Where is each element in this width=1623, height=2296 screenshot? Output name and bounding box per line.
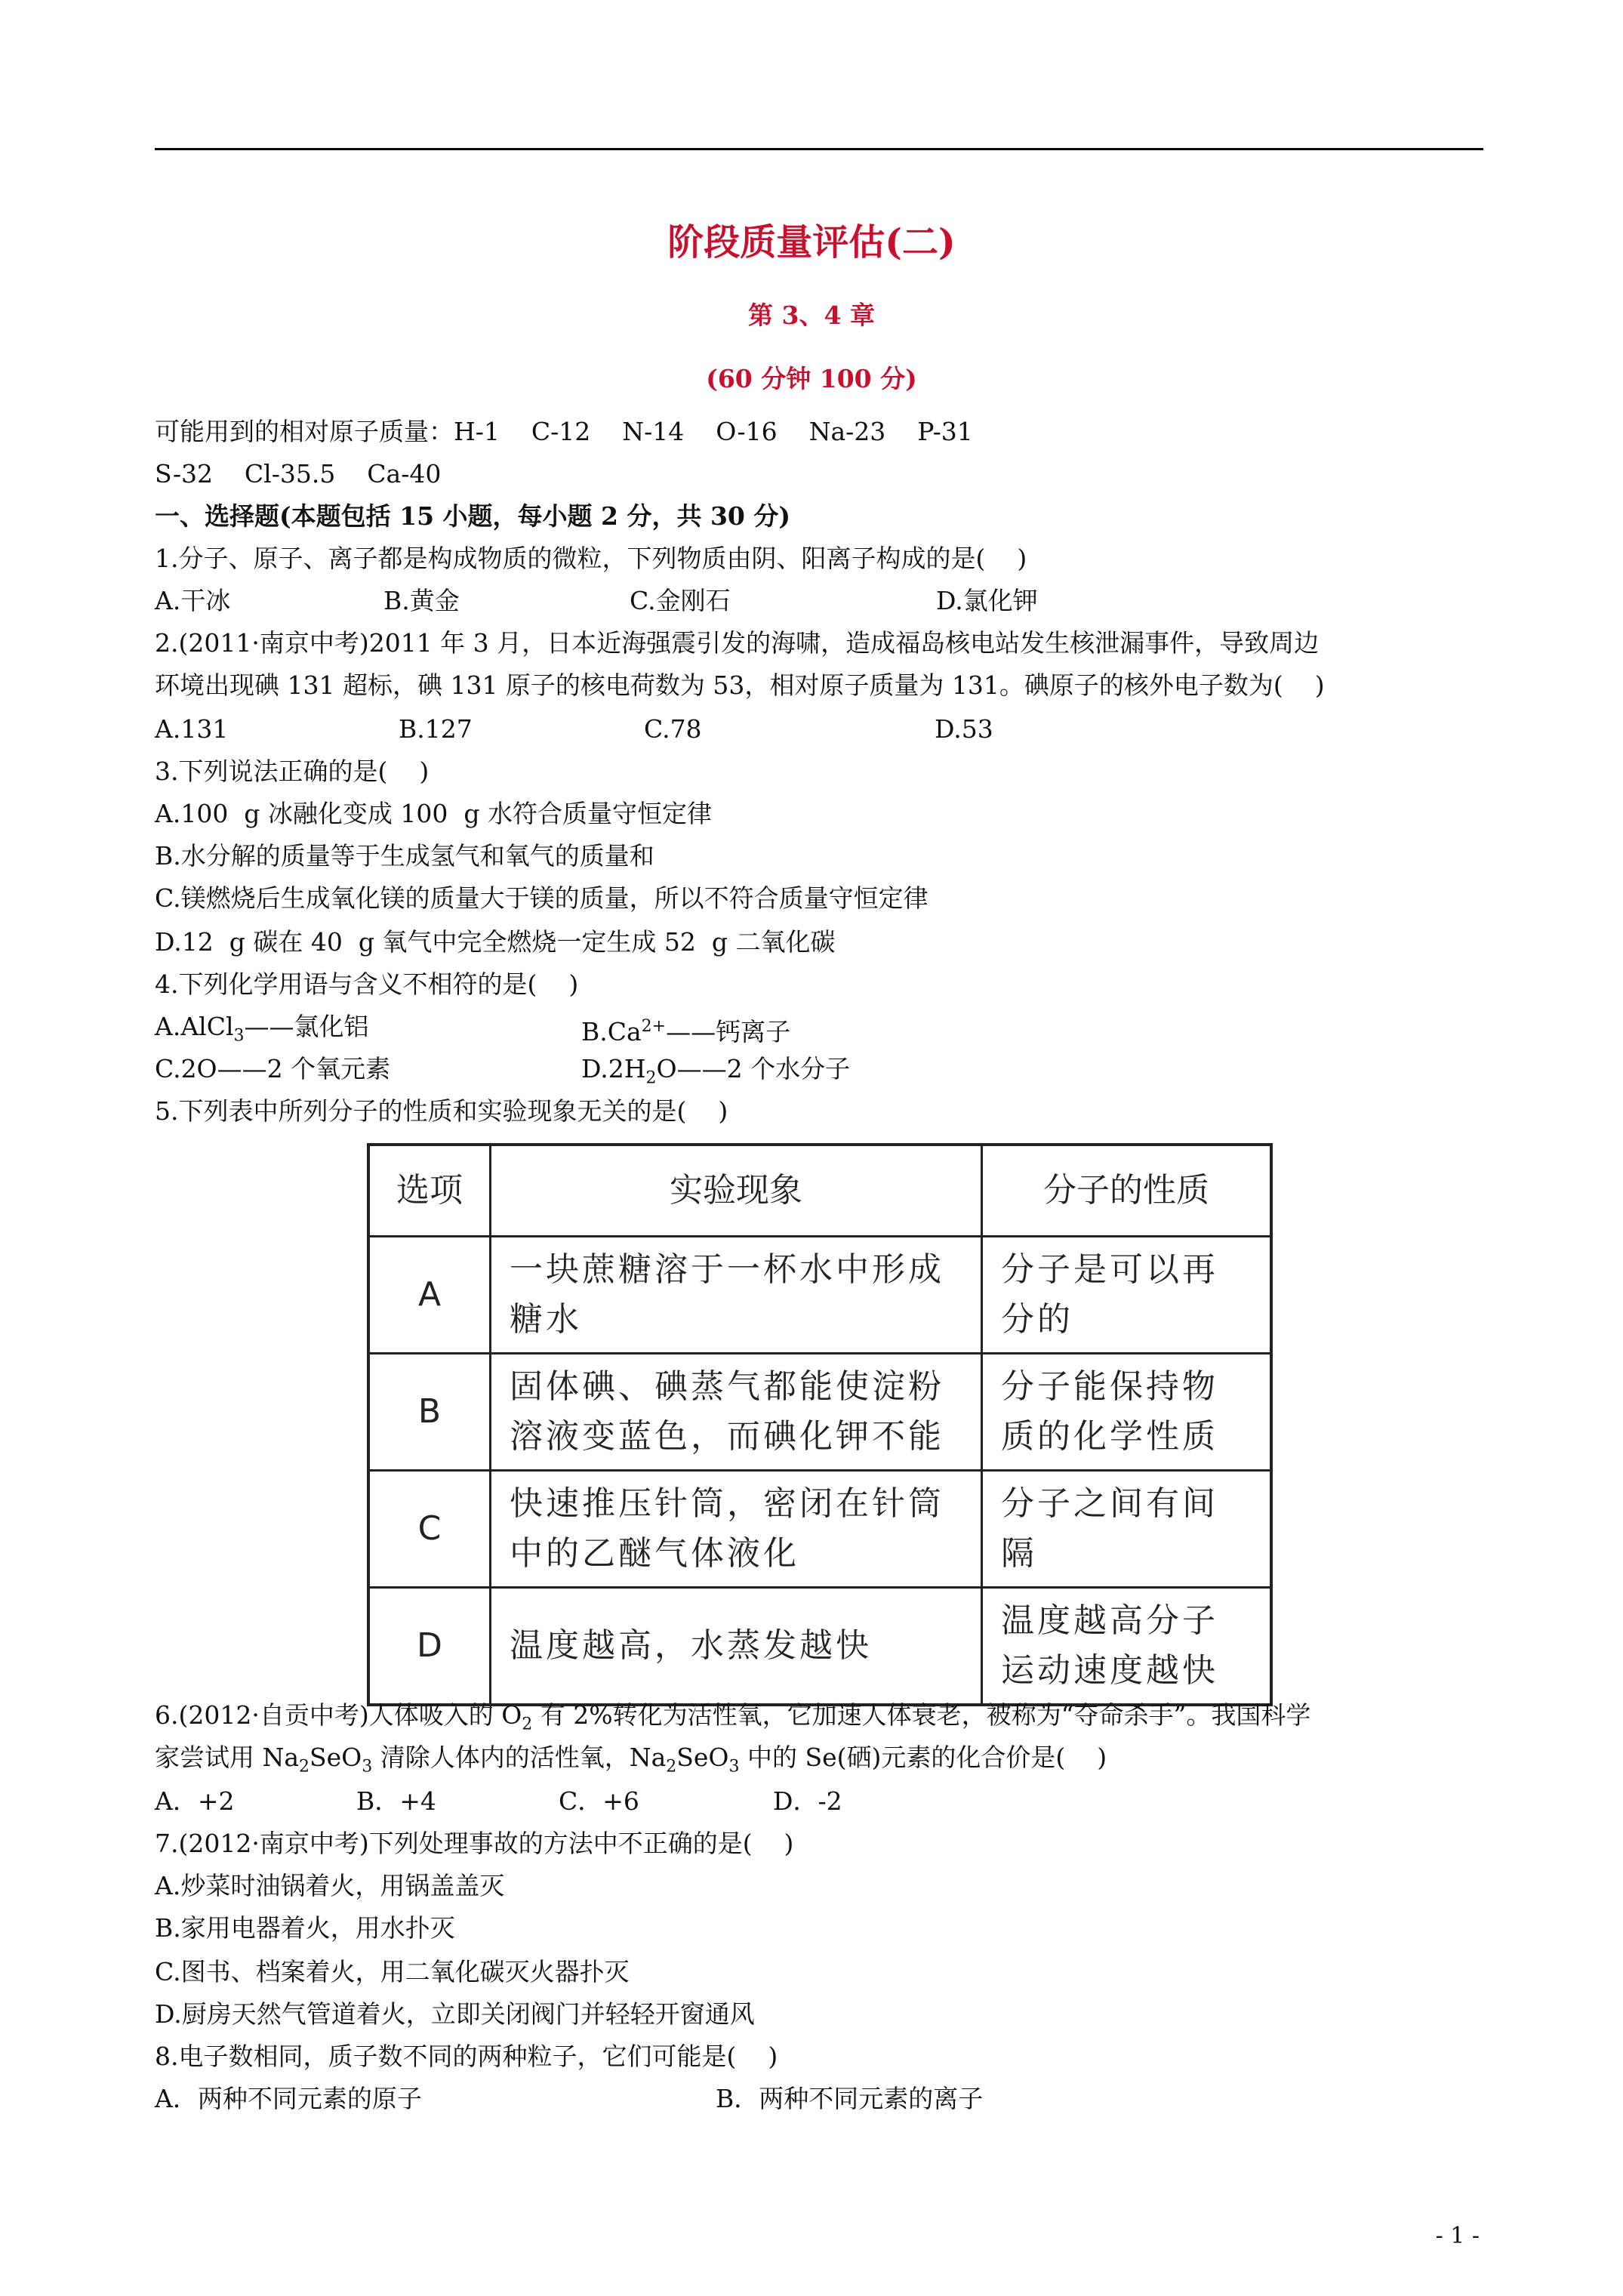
table-header-row xyxy=(368,1145,1271,1237)
q7-stem: 7.(2012·南京中考)下列处理事故的方法中不正确的是( ) xyxy=(155,1829,794,1858)
table-row xyxy=(368,1471,1271,1588)
row-property: 温度越高分子运动速度越快 xyxy=(982,1588,1272,1706)
header-property: 分子的性质 xyxy=(982,1145,1272,1237)
q3-stem: 3.下列说法正确的是( ) xyxy=(155,757,430,786)
row-property: 分子是可以再分的 xyxy=(982,1237,1272,1354)
q2-option-b: B.127 xyxy=(399,714,473,744)
row-option: C xyxy=(368,1471,491,1588)
row-property: 分子之间有间隔 xyxy=(982,1471,1272,1588)
q2-option-a: A.131 xyxy=(155,714,229,744)
row-phenomenon: 温度越高，水蒸发越快 xyxy=(491,1588,982,1706)
q1-option-d: D.氯化钾 xyxy=(936,586,1038,615)
atomic-masses-line2: S-32 Cl-35.5 Ca-40 xyxy=(155,459,442,488)
q3-option-c: C.镁燃烧后生成氧化镁的质量大于镁的质量，所以不符合质量守恒定律 xyxy=(155,883,929,913)
q7-option-d: D.厨房天然气管道着火，立即关闭阀门并轻轻开窗通风 xyxy=(155,1999,755,2029)
q5-table xyxy=(367,1143,1273,1706)
top-rule xyxy=(155,148,1483,150)
q5-stem: 5.下列表中所列分子的性质和实验现象无关的是( ) xyxy=(155,1096,728,1126)
q3-option-b: B.水分解的质量等于生成氢气和氧气的质量和 xyxy=(155,841,654,871)
q6-stem-line2: 家尝试用 $Na_2SeO_3$ 清除人体内的活性氧，$Na_2SeO_3$ 中的 Se(硒)元素的化合价是( ) xyxy=(155,1743,1107,1777)
q1-option-c: C.金刚石 xyxy=(630,586,731,615)
row-property: 分子能保持物质的化学性质 xyxy=(982,1354,1272,1471)
q6-stem-line1: 6.(2012·自贡中考)人体吸入的 $O_2$ 有 2%转化为活性氧，它加速人体衰老，被称为“夺命杀手”。我国科学 xyxy=(155,1700,1311,1734)
q1-option-a: A.干冰 xyxy=(155,586,231,615)
q7-option-b: B.家用电器着火，用水扑灭 xyxy=(155,1913,455,1943)
q2-option-c: C.78 xyxy=(644,714,702,744)
q4-option-d: $D.2H_2O——2$ 个水分子 xyxy=(581,1054,851,1088)
row-option: A xyxy=(368,1237,491,1354)
q6-option-c: C．+6 xyxy=(559,1786,639,1816)
q4-option-a: A.AlCl$_3$——氯化铝 xyxy=(155,1012,369,1046)
header-phenomenon: 实验现象 xyxy=(491,1145,982,1237)
q6-option-a: A．+2 xyxy=(155,1786,235,1816)
header-option: 选项 xyxy=(368,1145,491,1237)
row-option: B xyxy=(368,1354,491,1471)
q2-stem-line1: 2.(2011·南京中考)2011 年 3 月，日本近海强震引发的海啸，造成福岛核电站发生核泄漏事件，导致周边 xyxy=(155,628,1320,658)
q8-option-b: B．两种不同元素的离子 xyxy=(716,2084,984,2113)
row-phenomenon: 固体碘、碘蒸气都能使淀粉溶液变蓝色，而碘化钾不能 xyxy=(491,1354,982,1471)
section-heading: 一、选择题(本题包括 15 小题，每小题 2 分，共 30 分) xyxy=(155,501,790,531)
q4-option-b: $B.Ca^{2+}——$钙离子 xyxy=(581,1017,791,1046)
table-row xyxy=(368,1354,1271,1471)
time-score: (60 分钟 100 分) xyxy=(706,364,917,393)
q8-option-a: A．两种不同元素的原子 xyxy=(155,2084,422,2113)
q2-option-d: D.53 xyxy=(935,714,993,744)
atomic-masses-line1: 可能用到的相对原子质量：H-1 C-12 N-14 O-16 Na-23 P-31 xyxy=(155,417,973,446)
q4-stem: 4.下列化学用语与含义不相符的是( ) xyxy=(155,969,579,999)
row-option: D xyxy=(368,1588,491,1706)
q7-option-a: A.炒菜时油锅着火，用锅盖盖灭 xyxy=(155,1871,505,1900)
q8-stem: 8.电子数相同，质子数不同的两种粒子，它们可能是( ) xyxy=(155,2042,778,2071)
page-title: 阶段质量评估(二) xyxy=(667,221,956,264)
q6-option-b: B．+4 xyxy=(356,1786,436,1816)
row-phenomenon: 一块蔗糖溶于一杯水中形成糖水 xyxy=(491,1237,982,1354)
q6-option-d: D．-2 xyxy=(773,1786,842,1816)
page-number: - 1 - xyxy=(1435,2223,1480,2249)
q3-option-a: A.100 g 冰融化变成 100 g 水符合质量守恒定律 xyxy=(155,799,712,828)
q1-option-b: B.黄金 xyxy=(383,586,460,615)
row-phenomenon: 快速推压针筒，密闭在针筒中的乙醚气体液化 xyxy=(491,1471,982,1588)
table-row xyxy=(368,1588,1271,1706)
q1-stem: 1.分子、原子、离子都是构成物质的微粒，下列物质由阴、阳离子构成的是( ) xyxy=(155,544,1027,573)
q3-option-d: D.12 g 碳在 40 g 氧气中完全燃烧一定生成 52 g 二氧化碳 xyxy=(155,927,836,957)
table-row xyxy=(368,1237,1271,1354)
q4-option-c: C.2O——2 个氧元素 xyxy=(155,1054,391,1083)
q7-option-c: C.图书、档案着火，用二氧化碳灭火器扑灭 xyxy=(155,1957,630,1986)
q2-stem-line2: 环境出现碘 131 超标，碘 131 原子的核电荷数为 53，相对原子质量为 131。碘原子的核外电子数为( ) xyxy=(155,670,1325,700)
chapter-subtitle: 第 3、4 章 xyxy=(748,300,875,330)
